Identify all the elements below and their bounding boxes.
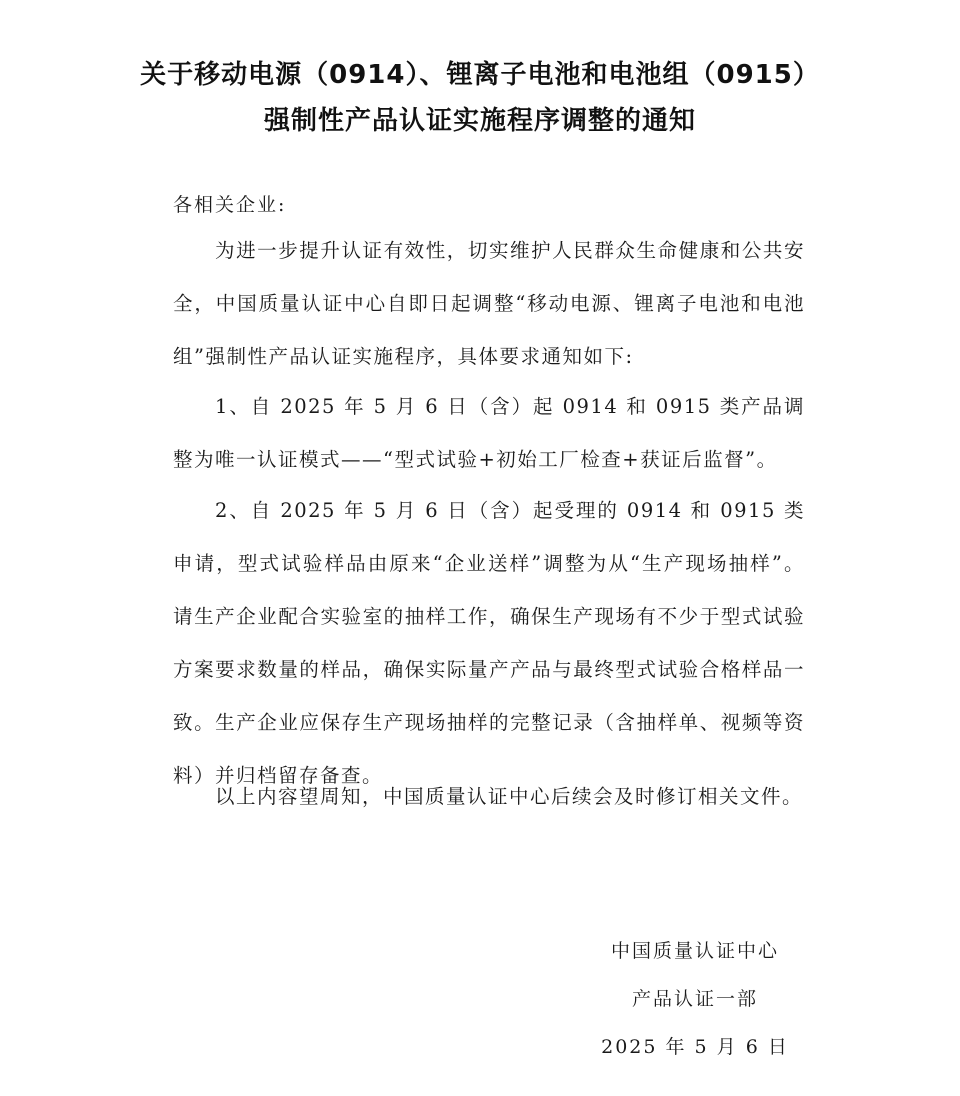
document-title-line-2: 强制性产品认证实施程序调整的通知 [263,106,696,136]
paragraph-closing: 以上内容望周知，中国质量认证中心后续会及时修订相关文件。 [215,785,804,808]
paragraph-item-1: 1、自 2025 年 5 月 6 日（含）起 0914 和 0915 类产品调整为唯一认证模式——“型式试验+初始工厂检查+获证后监督”。 [173,395,805,471]
signature-department: 产品认证一部 [631,988,758,1010]
salutation: 各相关企业: [173,194,287,216]
document-title-line-1: 关于移动电源（0914）、锂离子电池和电池组（0915） [140,60,820,90]
paragraph-intro: 为进一步提升认证有效性，切实维护人民群众生命健康和公共安全，中国质量认证中心自即日起调整“移动电源、锂离子电池和电池组”强制性产品认证实施程序，具体要求通知如下: [173,239,805,368]
paragraph-item-2: 2、自 2025 年 5 月 6 日（含）起受理的 0914 和 0915 类申请，型式试验样品由原来“企业送样”调整为从“生产现场抽样”。请生产企业配合实验室的抽样工作，确保生产现场有不少于型式试验方案要求数量的样品，确保实际量产产品与最终型式试验合格样品一致。生产企业应保存生产现场抽样的完整记录（含抽样单、视频等资料）并归档留存备查。 [173,499,805,787]
signature-organization: 中国质量认证中心 [610,940,779,962]
signature-date: 2025 年 5 月 6 日 [601,1036,789,1058]
